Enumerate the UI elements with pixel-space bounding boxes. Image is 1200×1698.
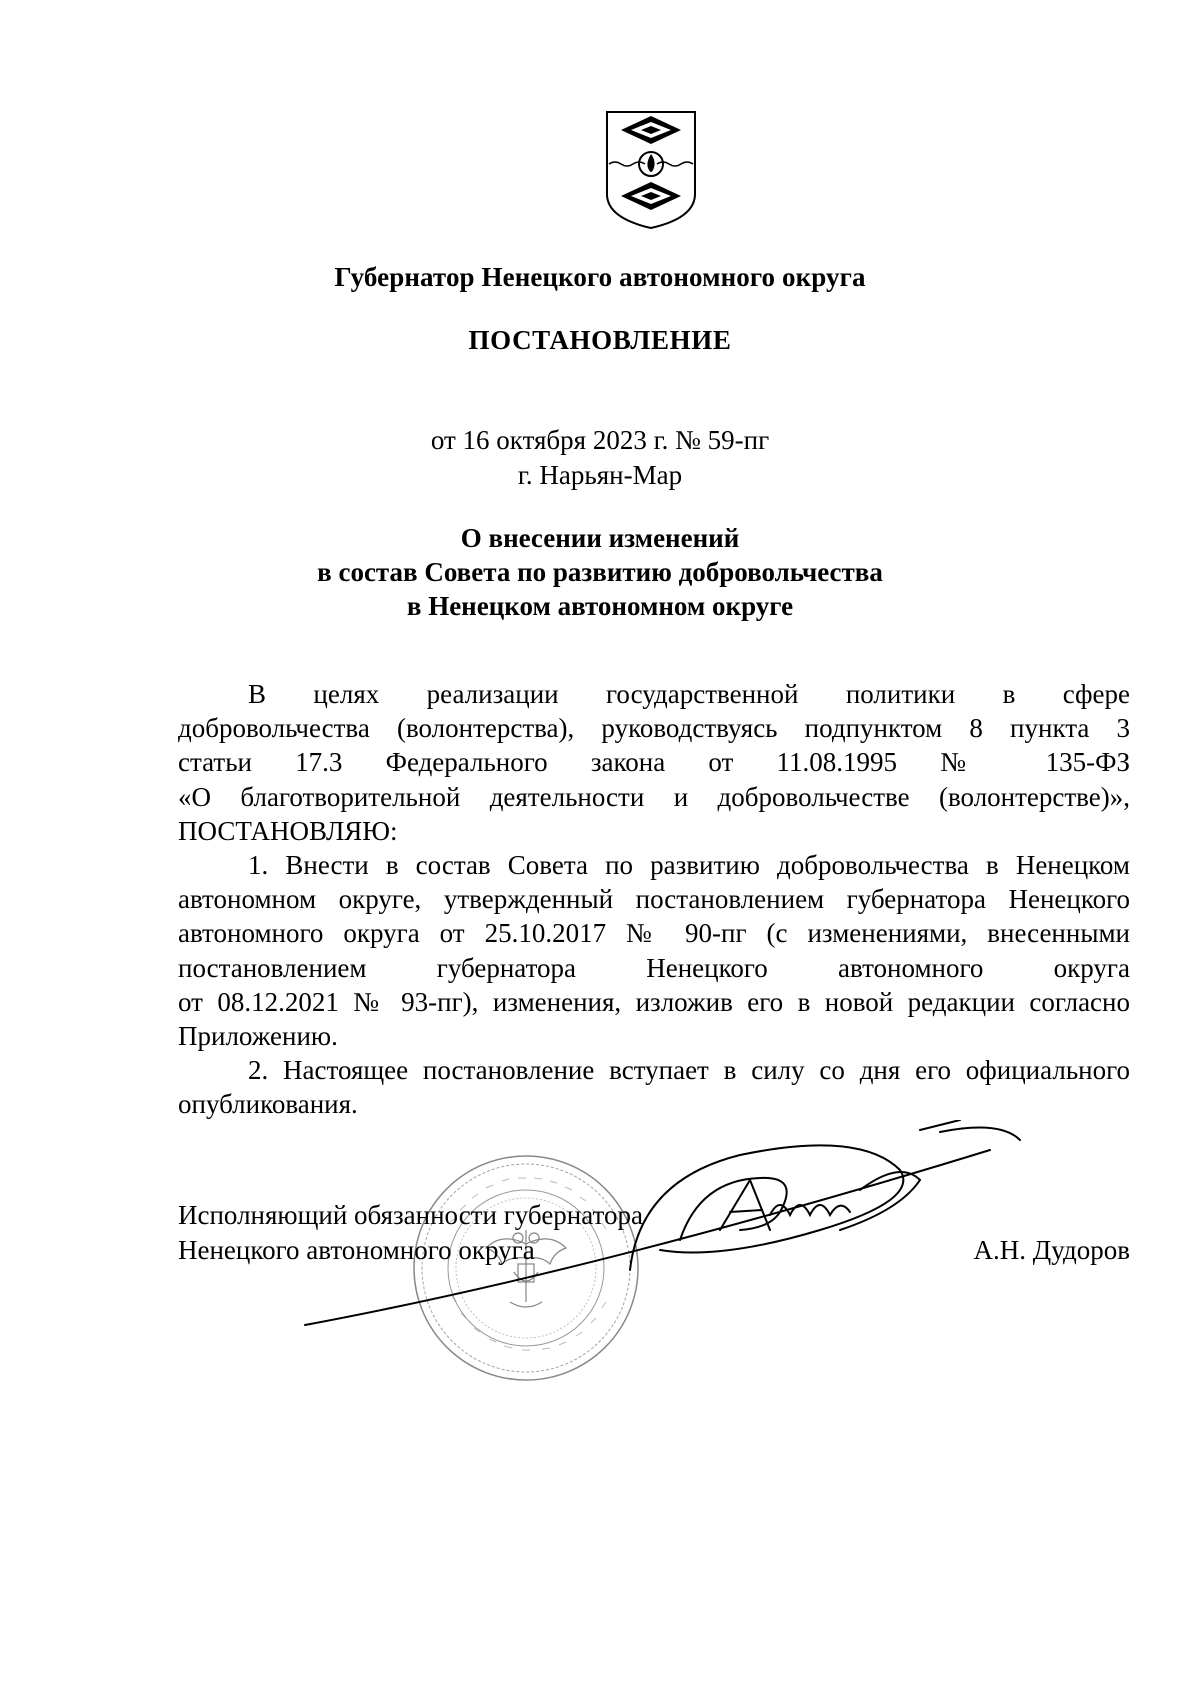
item-1-paragraph <box>178 848 1130 1053</box>
document-city: г. Нарьян-Мар <box>517 460 683 490</box>
body-line: автономного округа от 25.10.2017 № 90-пг (с изменениями, внесенными <box>178 918 1130 949</box>
title-line: О внесении изменений <box>460 523 740 553</box>
title-line: в состав Совета по развитию добровольчества <box>317 557 883 587</box>
handwritten-signature-icon <box>300 1120 1060 1340</box>
title-line: в Ненецком автономном округе <box>406 591 794 621</box>
document-title <box>0 521 1200 623</box>
body-line: ПОСТАНОВЛЯЮ: <box>178 815 398 846</box>
document-type: ПОСТАНОВЛЕНИЕ <box>468 325 732 355</box>
preamble-paragraph <box>178 677 1130 848</box>
body-line: постановлением губернатора Ненецкого автономного округа <box>178 952 1130 983</box>
position-line: Исполняющий обязанности губернатора <box>178 1200 643 1230</box>
body-line: автономном округе, утвержденный постановлением губернатора Ненецкого <box>178 884 1130 915</box>
body-line: статьи 17.3 Федерального закона от 11.08.1995 № 135-ФЗ <box>178 747 1130 778</box>
nenets-coat-of-arms-icon <box>603 108 699 232</box>
body-line: опубликования. <box>178 1089 358 1120</box>
document-body <box>178 677 1130 1122</box>
body-line: 1. Внести в состав Совета по развитию добровольчества в Ненецком <box>248 850 1130 881</box>
body-line: Приложению. <box>178 1021 338 1052</box>
body-line: 2. Настоящее постановление вступает в силу со дня его официального <box>248 1055 1130 1086</box>
item-2-paragraph <box>178 1053 1130 1121</box>
signatory-name: А.Н. Дудоров <box>973 1235 1130 1265</box>
body-line: «О благотворительной деятельности и добровольчестве (волонтерстве)», <box>178 781 1130 812</box>
position-line: Ненецкого автономного округа <box>178 1235 535 1265</box>
body-line: добровольчества (волонтерства), руководствуясь подпунктом 8 пункта 3 <box>178 713 1130 744</box>
body-line: от 08.12.2021 № 93-пг), изменения, изложив его в новой редакции согласно <box>178 986 1130 1017</box>
body-line: В целях реализации государственной политики в сфере <box>248 679 1130 709</box>
document-date-number: от 16 октября 2023 г. № 59-пг <box>430 425 770 455</box>
issuing-authority: Губернатор Ненецкого автономного округа <box>334 262 866 292</box>
